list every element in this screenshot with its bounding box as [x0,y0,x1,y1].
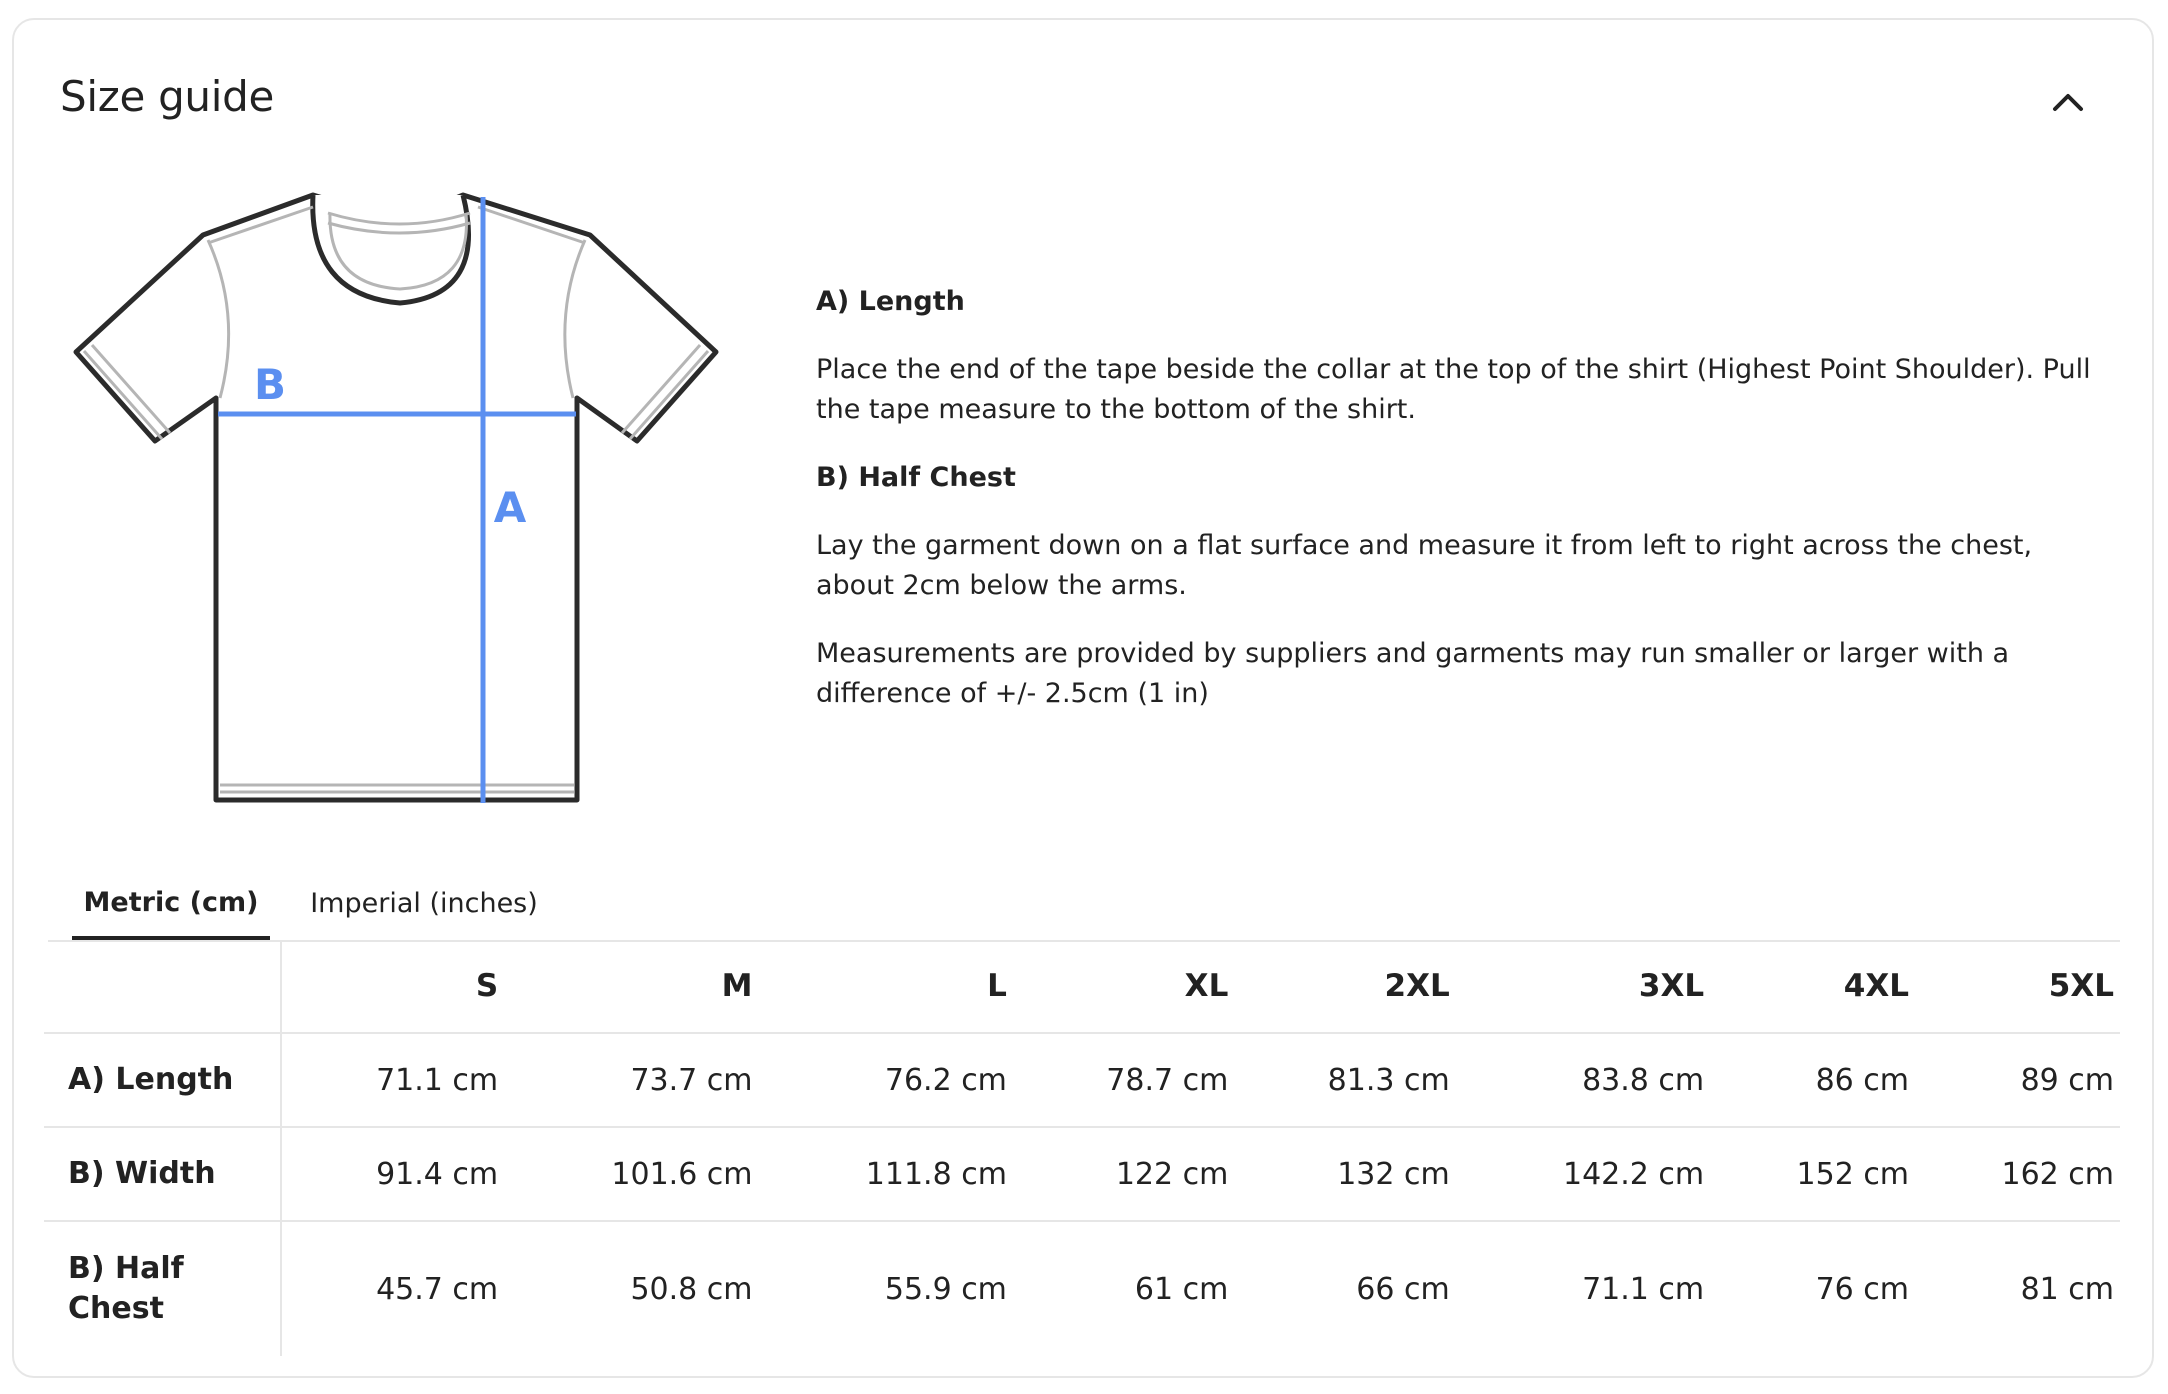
measurement-description [816,282,2106,742]
label-a: A [493,483,527,532]
size-guide-title: Size guide [60,72,275,121]
label-b: B [253,360,287,409]
table-cell: 89 cm [1915,1033,2120,1127]
length-heading: A) Length [816,286,965,317]
measurement-note: Measurements are provided by suppliers and garments may run smaller or larger with a difference of +/- 2.5cm (1 in) [816,638,2010,709]
unit-tabs [48,868,2120,942]
table-row [44,1221,2120,1356]
table-corner-cell [44,940,281,1033]
table-cell: 162 cm [1915,1127,2120,1221]
chest-heading: B) Half Chest [816,462,1016,493]
size-header: L [759,940,1013,1033]
length-text: Place the end of the tape beside the collar at the top of the shirt (Highest Point Shoulder). Pull the tape measure to the bottom of the shirt. [816,354,2091,425]
table-cell: 78.7 cm [1013,1033,1234,1127]
table-cell: 71.1 cm [1582,1271,1705,1307]
chest-text: Lay the garment down on a flat surface and measure it from left to right across the chest, about 2cm below the arms. [816,530,2033,601]
row-label: B) Width [44,1127,281,1221]
table-cell: 81.3 cm [1234,1033,1455,1127]
size-header: M [504,940,758,1033]
table-row [44,1033,2120,1127]
table-cell: 111.8 cm [759,1127,1013,1221]
row-label: A) Length [44,1033,281,1127]
table-header-row [44,940,2120,1033]
table-cell: 50.8 cm [630,1271,753,1307]
size-header: 3XL [1456,940,1710,1033]
table-cell: 81 cm [2020,1271,2114,1307]
table-cell: 101.6 cm [504,1127,758,1221]
size-table [44,940,2120,1356]
table-cell: 55.9 cm [884,1271,1007,1307]
table-cell: 73.7 cm [504,1033,758,1127]
table-cell: 142.2 cm [1456,1127,1710,1221]
table-cell: 71.1 cm [281,1033,504,1127]
size-header: XL [1013,940,1234,1033]
table-cell: 122 cm [1013,1127,1234,1221]
table-cell: 76.2 cm [759,1033,1013,1127]
table-cell: 91.4 cm [281,1127,504,1221]
table-cell: 86 cm [1710,1033,1915,1127]
row-label: B) Half Chest [44,1221,281,1356]
table-cell: 66 cm [1356,1271,1450,1307]
table-cell: 83.8 cm [1456,1033,1710,1127]
table-cell: 45.7 cm [376,1271,499,1307]
size-header: S [281,940,504,1033]
tab-imperial[interactable]: Imperial (inches) [310,887,538,919]
chevron-up-icon [2050,90,2086,114]
table-cell: 76 cm [1815,1271,1910,1307]
size-header: 2XL [1234,940,1455,1033]
table-cell: 61 cm [1134,1271,1229,1307]
table-cell: 152 cm [1710,1127,1915,1221]
size-header: 5XL [1915,940,2120,1033]
size-header: 4XL [1710,940,1915,1033]
tab-metric[interactable]: Metric (cm) [72,868,270,940]
tshirt-diagram [60,185,740,815]
tshirt-icon [60,185,740,815]
collapse-button[interactable] [2046,80,2090,124]
table-cell: 132 cm [1234,1127,1455,1221]
table-row [44,1127,2120,1221]
